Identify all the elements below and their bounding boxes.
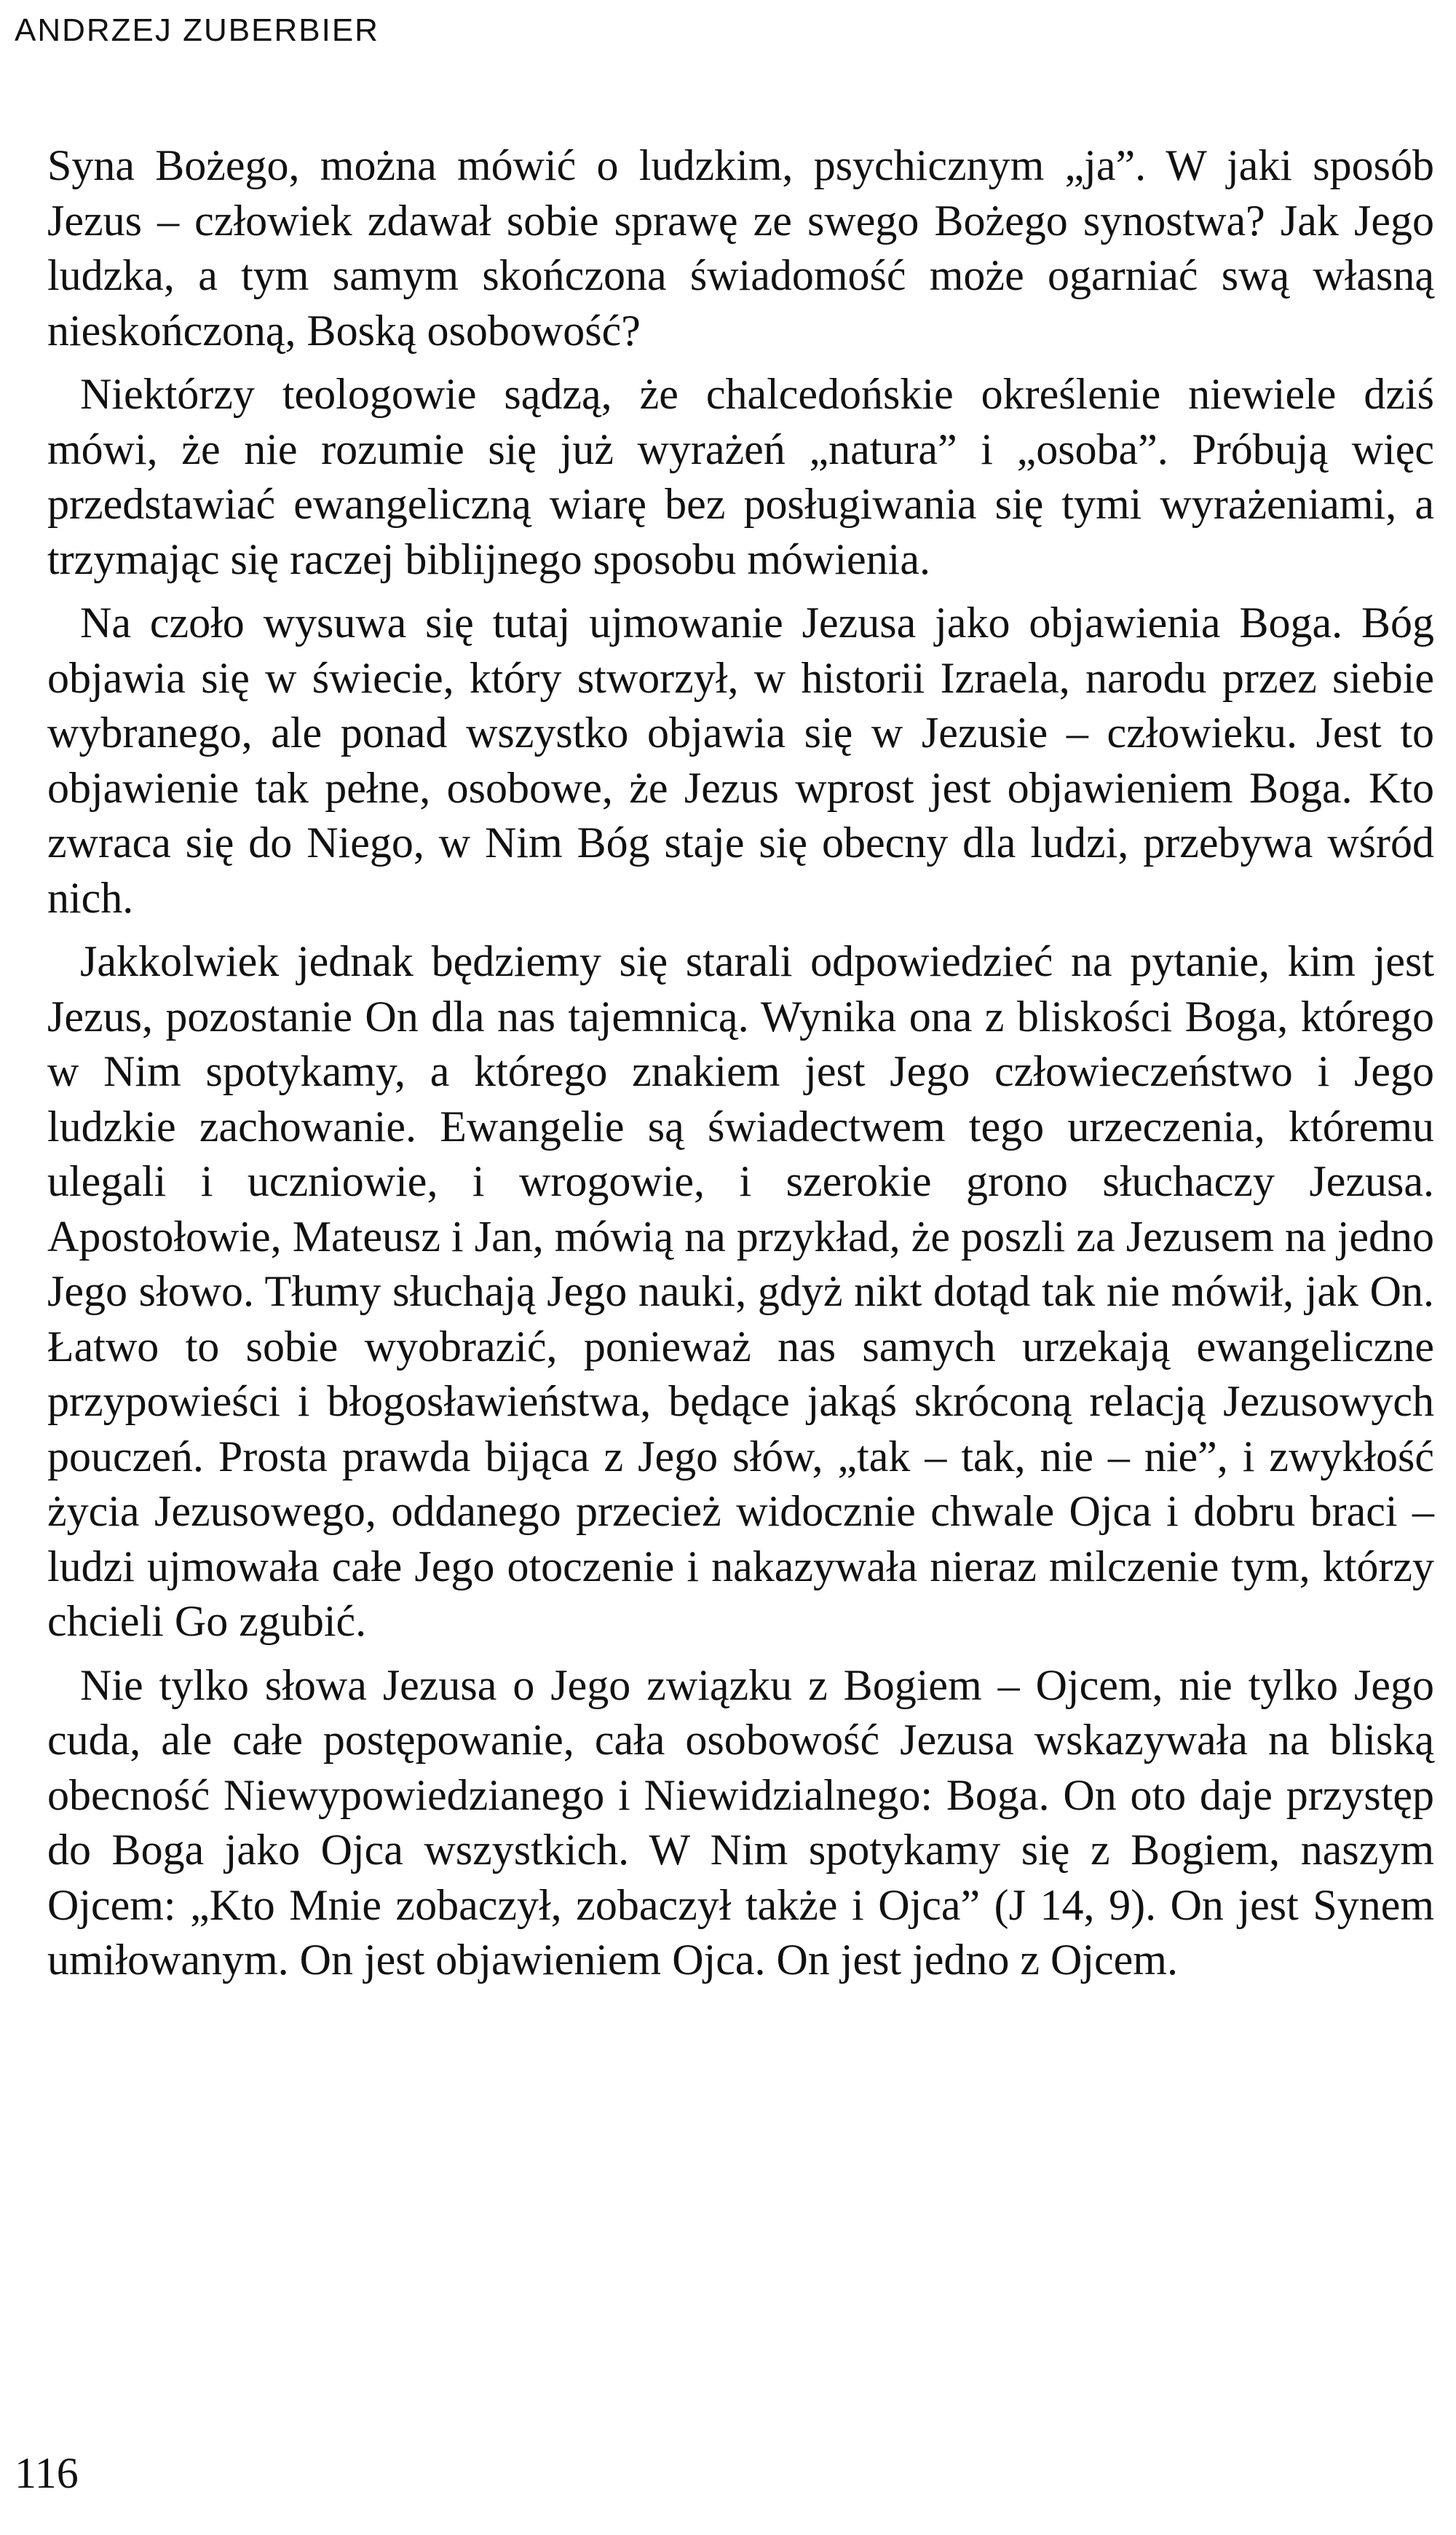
paragraph: Jakkolwiek jednak będziemy się starali odpowiedzieć na pytanie, kim jest Jezus, pozostanie On dla nas tajemnicą. Wynika ona z bliskości Boga, którego w Nim spotykamy, a którego znakiem jest Jego człowieczeństwo i Jego ludzkie zachowanie. Ewangelie są świadectwem tego urzeczenia, któremu ulegali i uczniowie, i wrogowie, i szerokie grono słuchaczy Jezusa. Apostołowie, Mateusz i Jan, mówią na przykład, że poszli za Jezusem na jedno Jego słowo. Tłumy słuchają Jego nauki, gdyż nikt dotąd tak nie mówił, jak On. Łatwo to sobie wyobrazić, ponieważ nas samych urzekają ewangeliczne przypowieści i błogosławieństwa, będące jakąś skróconą relacją Jezusowych pouczeń. Prosta prawda bijąca z Jego słów, „tak – tak, nie – nie”, i zwykłość życia Jezusowego, oddanego przecież widocznie chwale Ojca i dobru braci – ludzi ujmowała całe Jego otoczenie i nakazywała nieraz milczenie tym, którzy chcieli Go zgubić.	[47, 937, 1434, 1645]
paragraph: Nie tylko słowa Jezusa o Jego związku z Bogiem – Ojcem, nie tylko Jego cuda, ale całe postępowanie, cała osobowość Jezusa wskazywała na bliską obecność Niewypowiedzianego i Niewidzialnego: Boga. On oto daje przystęp do Boga jako Ojca wszystkich. W Nim spotykamy się z Bogiem, naszym Ojcem: „Kto Mnie zobaczył, zobaczył także i Ojca” (J 14, 9). On jest Synem umiłowanym. On jest objawieniem Ojca. On jest jedno z Ojcem.	[47, 1660, 1434, 1984]
page-number: 116	[15, 2449, 79, 2497]
running-head: ANDRZEJ ZUBERBIER	[15, 12, 379, 48]
paragraph: Niektórzy teologowie sądzą, że chalcedońskie określenie niewiele dziś mówi, że nie rozumie się już wyrażeń „natura” i „osoba”. Próbują więc przedstawiać ewangeliczną wiarę bez posługiwania się tymi wyrażeniami, a trzymając się raczej biblijnego sposobu mówienia.	[47, 370, 1434, 583]
paragraph: Syna Bożego, można mówić o ludzkim, psychicznym „ja”. W jaki sposób Jezus – człowiek zdawał sobie sprawę ze swego Bożego synostwa? Jak Jego ludzka, a tym samym skończona świadomość może ogarniać swą własną nieskończoną, Boską osobowość?	[47, 141, 1434, 355]
paragraph: Na czoło wysuwa się tutaj ujmowanie Jezusa jako objawienia Boga. Bóg objawia się w świecie, który stworzył, w historii Izraela, narodu przez siebie wybranego, ale ponad wszystko objawia się w Jezusie – człowieku. Jest to objawienie tak pełne, osobowe, że Jezus wprost jest objawieniem Boga. Kto zwraca się do Niego, w Nim Bóg staje się obecny dla ludzi, przebywa wśród nich.	[47, 599, 1434, 922]
body-text	[47, 138, 1434, 1988]
